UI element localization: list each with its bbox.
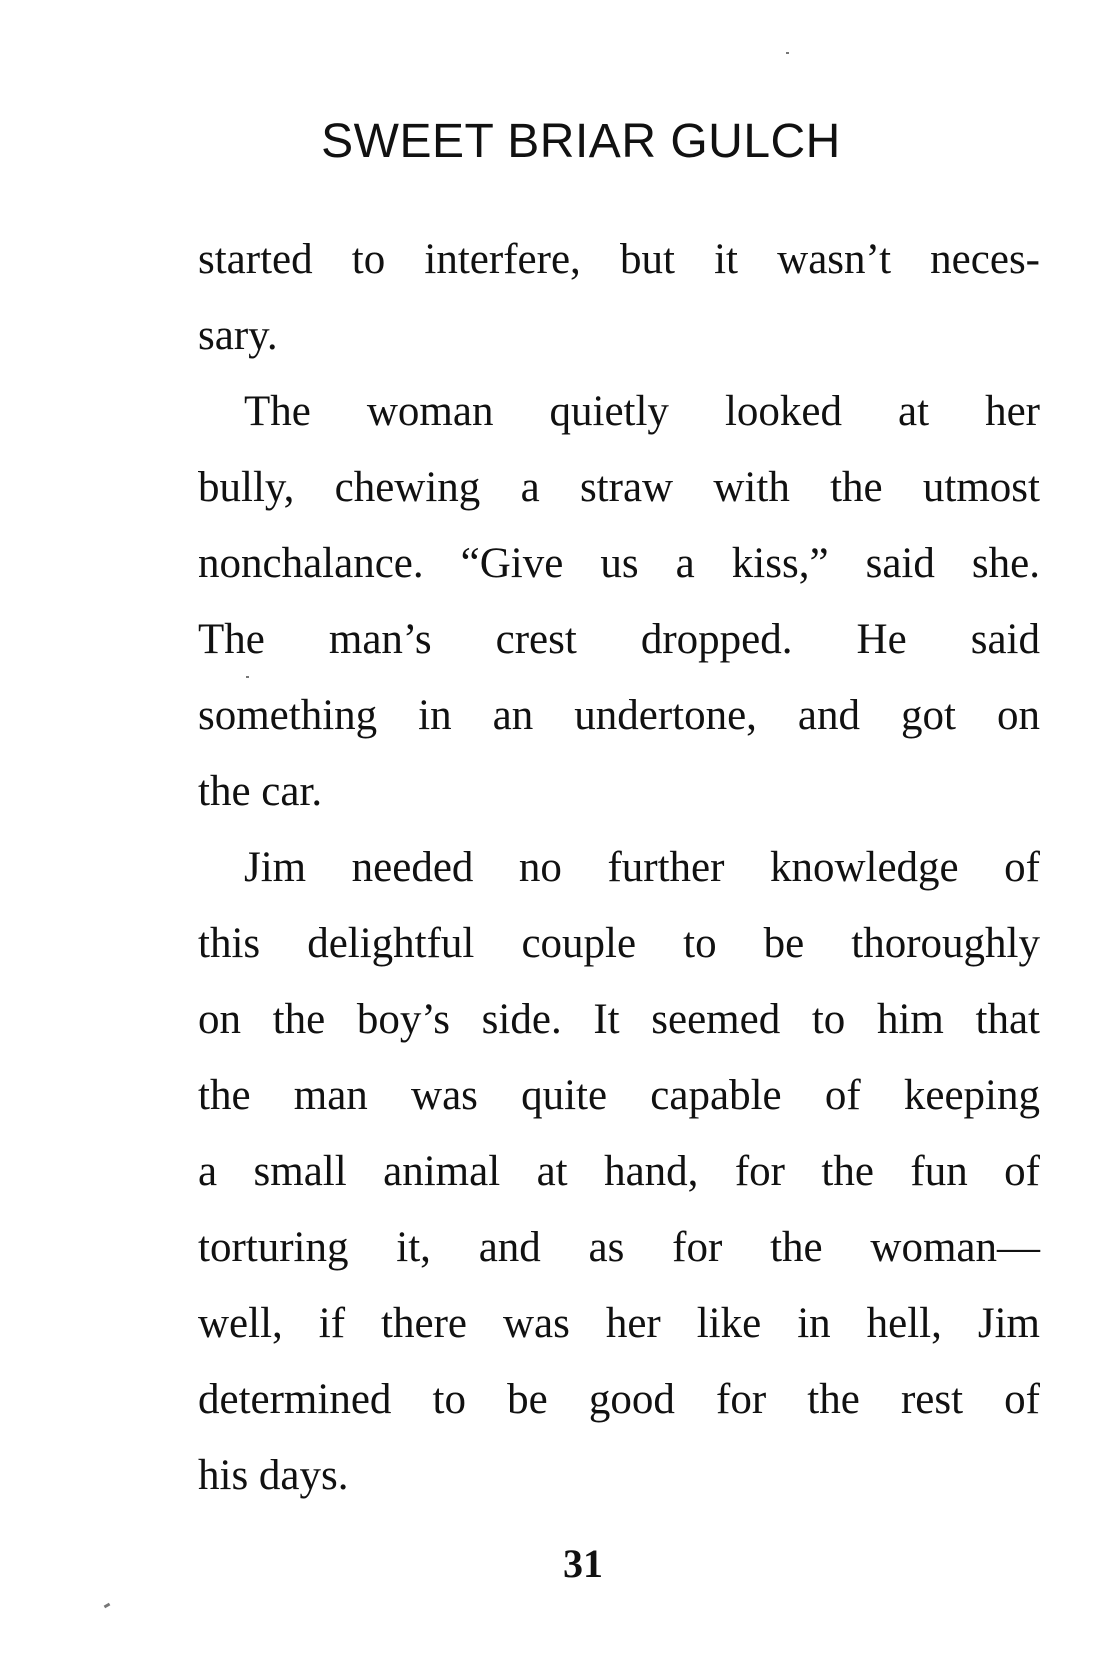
scan-speck (104, 1603, 111, 1609)
text-line: bully, chewing a straw with the utmost (198, 464, 1040, 511)
text-line: this delightful couple to be thoroughly (198, 920, 1040, 967)
scan-speck (786, 52, 789, 54)
text-line: the car. (198, 768, 323, 815)
text-line: the man was quite capable of keeping (198, 1072, 1040, 1119)
running-head: SWEET BRIAR GULCH (321, 115, 841, 168)
text-line: determined to be good for the rest of (198, 1376, 1040, 1423)
text-line: The woman quietly looked at her (244, 388, 1040, 435)
text-line: Jim needed no further knowledge of (244, 844, 1040, 891)
text-line: his days. (198, 1452, 349, 1499)
text-line: nonchalance. “Give us a kiss,” said she. (198, 540, 1040, 587)
text-line: started to interfere, but it wasn’t neces- (198, 236, 1040, 283)
page-number: 31 (563, 1541, 603, 1586)
text-line: well, if there was her like in hell, Jim (198, 1300, 1040, 1347)
body-text (198, 222, 1040, 1514)
text-line: torturing it, and as for the woman— (198, 1224, 1040, 1271)
text-line: sary. (198, 312, 278, 359)
text-line: on the boy’s side. It seemed to him that (198, 996, 1040, 1043)
text-line: a small animal at hand, for the fun of (198, 1148, 1040, 1195)
text-line: The man’s crest dropped. He said (198, 616, 1040, 663)
scan-speck (246, 676, 249, 678)
text-line: something in an undertone, and got on (198, 692, 1040, 739)
